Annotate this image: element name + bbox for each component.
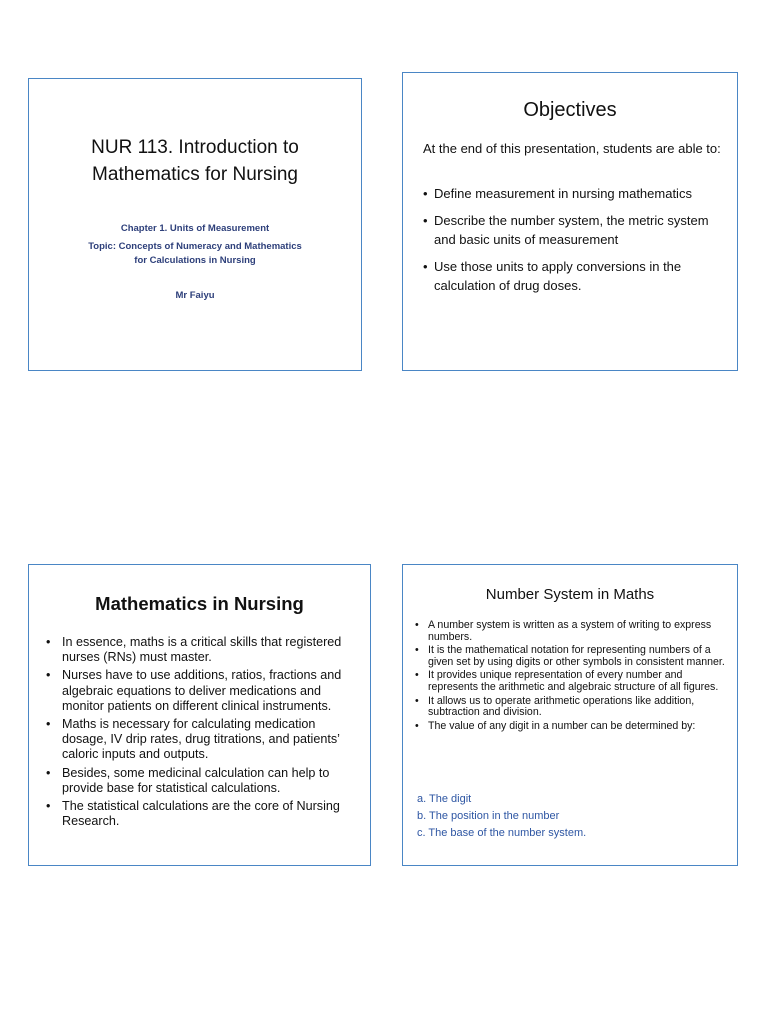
slide-title: [28, 78, 362, 371]
slide4-bullet-text: It allows us to operate arithmetic operations like addition, subtraction and division.: [428, 694, 695, 719]
bullet-icon: •: [423, 213, 428, 228]
bullet-icon: •: [415, 694, 419, 707]
slide4-bullet-text: A number system is written as a system of writing to express numbers.: [428, 619, 712, 643]
slide4-sub-item: c. The base of the number system.: [417, 827, 587, 839]
slide4-bullet-text: The value of any digit in a number can be determined by:: [428, 719, 696, 732]
slide4-sub-item: b. The position in the number: [417, 810, 560, 822]
slide3-bullet-list: [41, 635, 361, 832]
slide-number-system: [402, 564, 738, 866]
slide2-bullet-list: [423, 184, 723, 303]
slide3-bullet-text: In essence, maths is a critical skills that registered nurses (RNs) must master.: [62, 635, 342, 665]
slide4-bullet-text: It provides unique representation of every number and represents the arithmetic and algebraic structure of all figures.: [428, 669, 719, 694]
list-item: [413, 721, 735, 733]
bullet-icon: •: [415, 644, 419, 657]
slide2-bullet-text: Use those units to apply conversions in the calculation of drug doses.: [434, 259, 682, 293]
bullet-icon: •: [46, 765, 51, 780]
list-item: [423, 184, 723, 203]
slide1-author: Mr Faiyu: [175, 290, 215, 301]
slide4-bullet-text: It is the mathematical notation for representing numbers of a given set by using digits or other symbols in consistent manner.: [428, 644, 725, 668]
list-item: [413, 620, 735, 644]
slide3-title: Mathematics in Nursing: [95, 593, 304, 614]
slide3-bullet-text: Maths is necessary for calculating medication dosage, IV drip rates, drug titrations, and patients’ caloric inputs and outputs.: [62, 717, 340, 762]
bullet-icon: •: [423, 186, 428, 201]
slide2-bullet-text: Describe the number system, the metric system and basic units of measurement: [434, 213, 709, 247]
slide-objectives: [402, 72, 738, 371]
bullet-icon: •: [415, 719, 419, 732]
list-item: [41, 635, 361, 665]
slide2-title: Objectives: [523, 99, 617, 121]
slide4-title: Number System in Maths: [485, 586, 655, 603]
list-item: [423, 257, 723, 295]
slide4-bullet-list: [413, 620, 735, 734]
slide2-intro: At the end of this presentation, students are able to:: [423, 141, 721, 156]
bullet-icon: •: [46, 668, 51, 683]
slide1-title-line2: Mathematics for Nursing: [92, 164, 298, 185]
bullet-icon: •: [46, 799, 51, 814]
bullet-icon: •: [415, 669, 419, 682]
slide1-topic-line1: Topic: Concepts of Numeracy and Mathematics: [88, 241, 302, 252]
list-item: [41, 668, 361, 714]
bullet-icon: •: [423, 259, 428, 274]
slide3-bullet-text: Besides, some medicinal calculation can help to provide base for statistical calculations.: [62, 765, 330, 795]
list-item: [41, 766, 361, 796]
list-item: [41, 799, 361, 829]
list-item: [41, 717, 361, 763]
slide1-title-line1: NUR 113. Introduction to: [91, 137, 299, 158]
slide2-bullet-text: Define measurement in nursing mathematics: [434, 186, 692, 201]
slide4-sub-list: [417, 791, 727, 842]
slide1-chapter: Chapter 1. Units of Measurement: [120, 223, 270, 234]
slide1-topic-line2: for Calculations in Nursing: [134, 255, 256, 266]
slide3-bullet-text: Nurses have to use additions, ratios, fractions and algebraic equations to deliver medications and monitor patients on different clinical instruments.: [62, 668, 342, 713]
slide-mathematics-in-nursing: [28, 564, 371, 866]
list-item: [413, 696, 735, 720]
list-item: [413, 670, 735, 694]
bullet-icon: •: [415, 619, 419, 631]
list-item: [413, 645, 735, 669]
bullet-icon: •: [46, 635, 51, 649]
slide3-bullet-text: The statistical calculations are the core of Nursing Research.: [62, 799, 340, 829]
slide1-title: [29, 134, 361, 188]
list-item: [423, 211, 723, 249]
slide4-sub-item: a. The digit: [417, 793, 472, 805]
bullet-icon: •: [46, 717, 51, 732]
